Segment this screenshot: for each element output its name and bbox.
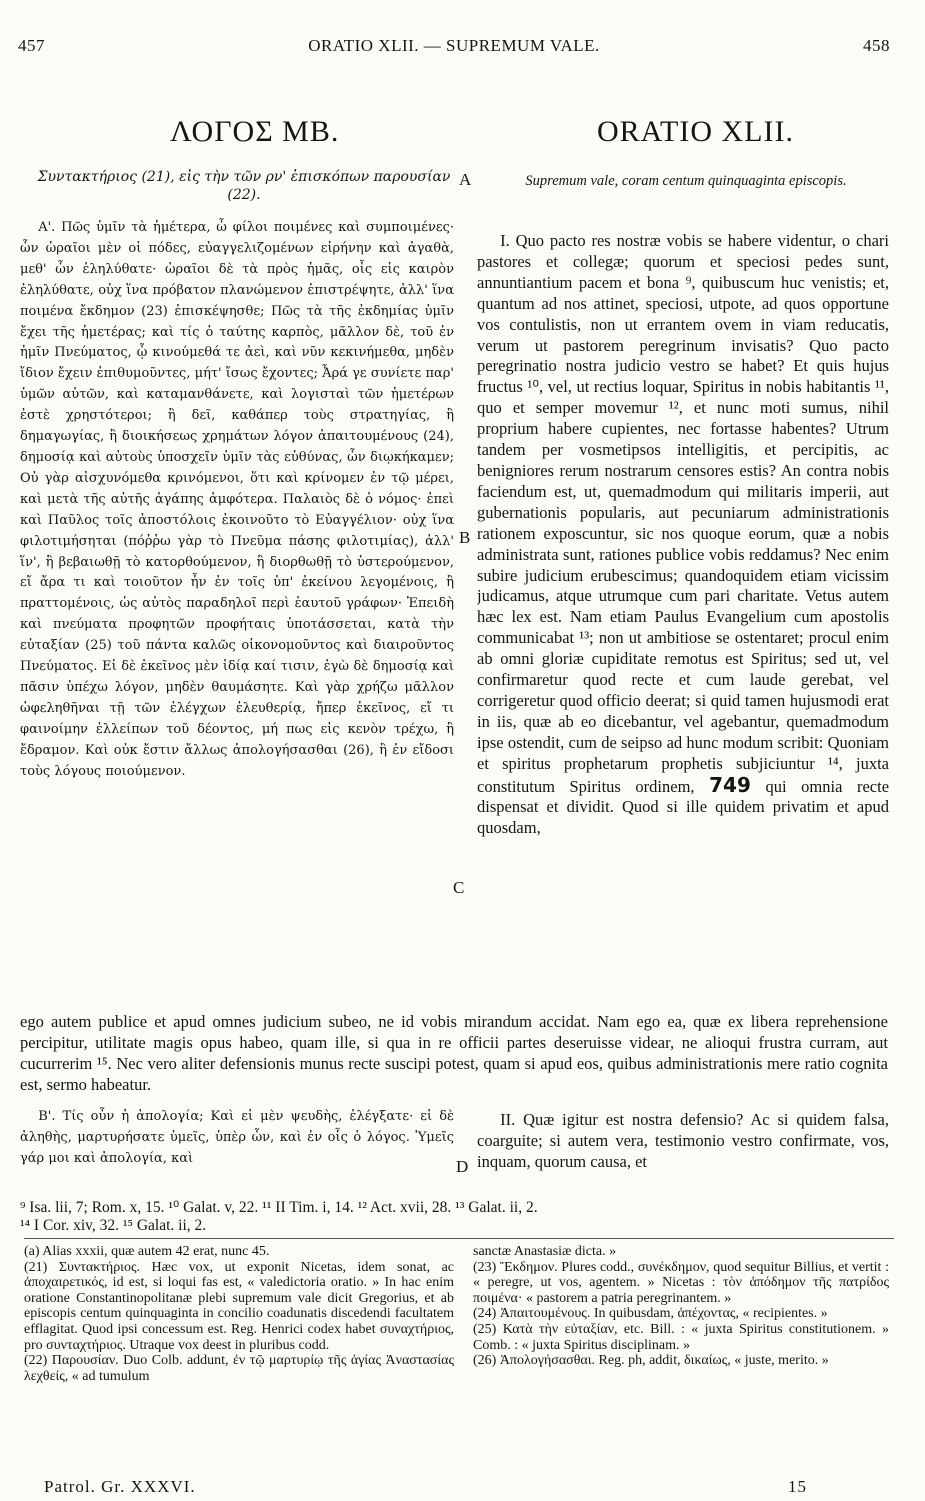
greek-title: ΛΟΓΟΣ ΜΒ. <box>170 115 340 148</box>
series-footer: Patrol. Gr. XXXVI. <box>44 1477 196 1496</box>
latin-subtitle: Supremum vale, coram centum quinquaginta episcopis. <box>525 173 847 189</box>
footnote-25: (25) Κατὰ τὴν εὐταξίαν, etc. Bill. : « juxta Spiritus constitutionem. » Comb. : « juxta Spiritus disciplinam. » <box>473 1321 889 1353</box>
latin-para1-body: I. Quo pacto res nostræ vobis se habere videntur, o chari pastores et collegæ; quorum et speciosi pedes sunt, annuntiantium pacem et bona ⁹, quibuscum huc venistis; et, quantum ad nos attinet, speciosi, utpote, ad quos opportune vos contulistis, non ut errantem ovem in viam reducatis, verum ut pastorem peregrinum invisatis? Quo pacto peregrinatio nostra judicio vestro se habet? Et quis hujus fructus ¹⁰, vel, ut rectius loquar, Spiritus in nobis habitantis ¹¹, quo et semper movemur ¹², et nunc moti sumus, nihil proprium habere cupientes, nec fortasse habentes? Utrum tandem per vosmetipsos intelligitis, et percipitis, ac benigniores rerum nostrarum censores estis? An contra nobis faciendum est, ut, quemadmodum qui militaris imperii, aut gubernationis popularis, aut pecuniarum administrationis rationem exposcuntur, sic nos quoque eorum, quæ a nobis administrata sunt, rationes publice vobis reddamus? Nec enim subire judicium erubescimus; quandoquidem etiam vicissim judicamus, atque utrumque cum pari charitate. Vetus autem hæc lex est. Nam etiam Paulus Evangelium cum apostolis communicabat ¹³; non ut ambitiose se ostentaret; procul enim ab omni gloriæ cupiditate remotus est Spiritus; sed ut, vel confirmaretur quod recte et cum laude gerebat, vel corrigeretur quod officio deerat; si quid tamen hujusmodi erat in iis, quæ ab eo dicebantur, vel agebantur, quemadmodum ipse ostendit, cum de seipso ad hunc modum scribit: Quoniam et spiritus prophetarum prophetis subjiciuntur ¹⁴, juxta constitutum Spiritus ordinem, <box>477 231 889 796</box>
latin-full-width-text: ego autem publice et apud omnes judicium subeo, ne id vobis mirandum accidat. Nam ego ea, quæ ex libera reprehensione percipitur, utilitate magis opus habeo, quam ille, si qua in re officii partes deseruisse videar, ne alioqui frustra curram, aut cucurrerim ¹⁵. Nec vero aliter defensionis munus recte suscipi potest, quam si apud eos, quibus administrationis mere ratio cognita est, sermo habeatur. <box>20 1012 888 1094</box>
greek-subtitle: Συντακτήριος (21), εἰς τὴν τῶν ρν' ἐπισκόπων παρουσίαν (22). <box>37 169 451 203</box>
footnotes-left <box>24 1244 454 1484</box>
greek-paragraph-1 <box>20 218 454 1013</box>
footnotes-right <box>473 1244 889 1484</box>
margin-letter-c: C <box>453 878 465 897</box>
running-header <box>18 36 890 60</box>
signature-mark: 15 <box>788 1477 807 1496</box>
latin-paragraph-1 <box>477 231 889 1011</box>
margin-letter-d: D <box>456 1157 469 1176</box>
column-number: 749 <box>709 772 751 797</box>
latin-title: ORATIO XLII. <box>597 115 794 148</box>
margin-letter-b: B <box>459 528 471 547</box>
latin-para2-text: II. Quæ igitur est nostra defensio? Ac si quidem falsa, coarguite; si autem vera, testimonio vestro confirmate, vos, inquam, quorum causa, et <box>477 1110 889 1171</box>
footnote-22: (22) Παρουσίαν. Duo Colb. addunt, ἐν τῷ μαρτυρίῳ τῆς ἁγίας Ἀναστασίας λεχθείς, « ad tumulum <box>24 1353 454 1384</box>
footnote-21: (21) Συντακτήριος. Hæc vox, ut exponit Nicetas, idem sonat, ac ἀποχαιρετικός, id est, si loqui fas est, « valedictoria oratio. » In hac enim oratione Constantinopolitanæ plebi supremum vale dicit Gregorius, et ab episcopis centum quinquaginta in concilio coadunatis discedendi facultatem efflagitat. Quod ipsi concessum est. Reg. Henrici codex habet συναχτήριος, pro συνταχτήριος. Utraque vox deest in pluribus codd. <box>24 1259 454 1353</box>
greek-para2-text: Β'. Τίς οὖν ἡ ἀπολογία; Καὶ εἰ μὲν ψευδὴς, ἐλέγξατε· εἰ δὲ ἀληθὴς, μαρτυρήσατε ὑμεῖς, ὑπὲρ ὧν, καὶ ἐν οἷς ὁ λόγος. Ὑμεῖς γάρ μοι καὶ ἀπολογία, καὶ <box>20 1109 454 1166</box>
latin-para1-text <box>477 231 889 839</box>
footnote-26: (26) Ἀπολογήσασθαι. Reg. ph, addit, δικαίως, « juste, merito. » <box>473 1353 829 1369</box>
scripture-references-line-1: ⁹ Isa. lii, 7; Rom. x, 15. ¹⁰ Galat. v, 22. ¹¹ II Tim. i, 14. ¹² Act. xvii, 28. ¹³ Galat. ii, 2. <box>20 1199 538 1216</box>
latin-paragraph-2 <box>477 1110 889 1176</box>
footnote-22-continued: sanctæ Anastasiæ dicta. » <box>473 1244 617 1259</box>
scripture-references-line-2: ¹⁴ I Cor. xiv, 32. ¹⁵ Galat. ii, 2. <box>20 1217 207 1234</box>
page-number-left: 457 <box>18 36 45 55</box>
greek-para1-text: Α'. Πῶς ὑμῖν τὰ ἡμέτερα, ὦ φίλοι ποιμένες καὶ συμποιμένες· ὧν ὡραῖοι μὲν οἱ πόδες, εὐαγγελιζομένων εἰρήνην καὶ ἀγαθὰ, μεθ' ὧν ἐληλύθατε· ὡραῖοι δὲ τὰ πρὸς ἡμᾶς, οἷς εἰς καιρὸν ἐληλύθατε, οὐχ ἵνα πρόβατον πλανώμενον ἐπιστρέψητε, ἀλλ' ἵνα ποιμένα ἔκδημον (23) ἐπισκέψησθε; Πῶς τὰ τῆς ἐκδημίας ὑμῖν ἔχει τῆς ἡμετέρας; καὶ τίς ὁ ταύτης καρπὸς, μᾶλλον δὲ, τοῦ ἐν ἡμῖν Πνεύματος, ᾧ κινούμεθά τε ἀεὶ, καὶ νῦν κεκινήμεθα, μηδὲν ἴδιον ἔχειν ἐπιθυμοῦντες, μήτ' ἴσως ἔχοντες; Ἆρά γε συνίετε παρ' ὑμῶν αὐτῶν, καὶ καταμανθάνετε, καὶ λογισταὶ τῶν ἡμετέρων ἐστὲ χρηστότεροι; ἢ δεῖ, καθάπερ τοὺς στρατηγίας, ἢ δημαγωγίας, ἢ διοικήσεως χρημάτων λόγον ἀπαιτουμένους (24), δημοσίᾳ καὶ αὐτοὺς ὑποσχεῖν ὑμῖν τὰς εὐθύνας, ὧν διῳκήκαμεν; Οὐ γὰρ αἰσχυνόμεθα κρινόμενοι, ὅτι καὶ κρίνομεν ἐν τῷ μέρει, καὶ μετὰ τῆς αὐτῆς ἀγάπης ἀμφότερα. Παλαιὸς δὲ ὁ νόμος· ἐπεὶ καὶ Παῦλος τοῖς ἀποστόλοις ἐκοινοῦτο τὸ Εὐαγγέλιον· οὐχ ἵνα φιλοτιμήσηται (πόῤῥω γὰρ τὸ Πνεῦμα πάσης φιλοτιμίας), ἀλλ' ἵν', ἢ βεβαιωθῇ τὸ κατορθούμενον, ἢ διορθωθῇ τὸ ὑστερούμενον, εἴ ἄρα τι καὶ τοιοῦτον ἦν ἐν τοῖς ὑπ' ἐκείνου λεγομένοις, ἢ πραττομένοις, ὡς αὐτὸς παραδηλοῖ περὶ ἑαυτοῦ γράφων· Ἐπειδὴ καὶ πνεύματα προφητῶν προφήταις ὑποτάσσεται, κατὰ τὴν εὐταξίαν (25) τοῦ πάντα καλῶς οἰκονομοῦντος καὶ διαιροῦντος Πνεύματος. Εἰ δὲ ἐκεῖνος μὲν ἰδίᾳ καί τισιν, ἐγὼ δὲ δημοσίᾳ καὶ πᾶσιν ὑπέχω λόγον, μηδὲν θαυμάσητε. Καὶ γὰρ χρήζω μᾶλλον ὠφεληθῆναι τῇ τῶν ἐλέγχων ἐλευθερίᾳ, ἤπερ ἐκεῖνος, εἴ τι φαινοίμην ἐλλείπων τοῦ δέοντος, μή πως εἰς κενὸν τρέχω, ἢ ἔδραμον. Καὶ οὐκ ἔστιν ἄλλως ἀπολογήσασθαι (26), ἢ ἐν εἴδοσι τοὺς λόγους ποιούμενον. <box>20 220 454 779</box>
footnote-a: (a) Alias xxxii, quæ autem 42 erat, nunc 45. <box>24 1244 270 1259</box>
latin-para1-continued: qui omnia recte dispensat et dividit. Quod si ille quidem privatim et apud quosdam, <box>477 776 889 838</box>
page-number-right: 458 <box>863 36 890 55</box>
margin-letter-a: A <box>459 170 472 189</box>
greek-paragraph-2 <box>20 1107 454 1173</box>
footnote-divider <box>24 1238 894 1239</box>
footnote-23: (23) Ἔκδημον. Plures codd., συνέκδημον, quod sequitur Billius, et vertit : « peregre, ut vos, agentem. » Nicetas : τὸν ἀπόδημον τῆς πατρίδος ποιμένα· « pastorem a patria peregrinantem. » <box>473 1259 889 1306</box>
running-title: ORATIO XLII. — SUPREMUM VALE. <box>308 36 600 55</box>
footnote-24: (24) Ἀπαιτουμένους. In quibusdam, ἀπέχοντας, « recipientes. » <box>473 1306 828 1322</box>
